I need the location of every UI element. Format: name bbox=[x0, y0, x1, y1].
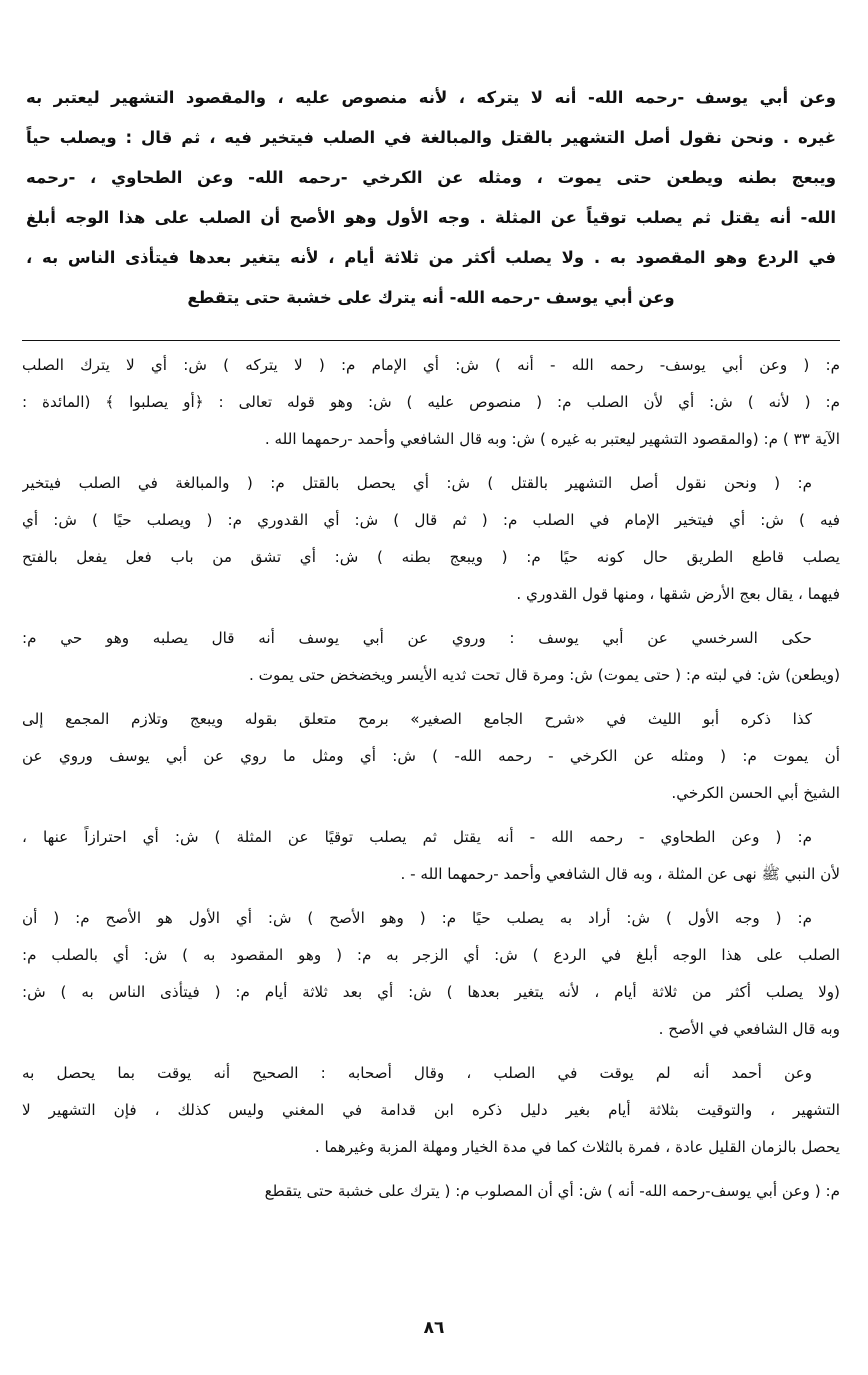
matn-line: وعن أبي يوسف -رحمه الله- أنه لا يتركه ، لأنه منصوص عليه ، والمقصود التشهير ليعتبر به bbox=[26, 88, 836, 107]
commentary-line: أن يموت م: ( ومثله عن الكرخي - رحمه الله- ) ش: أي ومثل ما روي عن أبي يوسف وروي عن bbox=[22, 747, 840, 765]
commentary-line: م: ( لأنه ) ش: أي لأن الصلب م: ( منصوص عليه ) ش: وهو قوله تعالى : ﴿أو يصلبوا ﴾ (المائدة : bbox=[22, 393, 840, 411]
commentary-line: وبه قال الشافعي في الأصح . bbox=[658, 1020, 840, 1038]
commentary-line: وعن أحمد أنه لم يوقت في الصلب ، وقال أصحابه : الصحيح أنه يوقت بما يحصل به bbox=[22, 1064, 812, 1082]
matn-line: الله- أنه يقتل ثم يصلب توقياً عن المثلة . وجه الأول وهو الأصح أن الصلب على هذا الوجه أبلغ bbox=[26, 208, 836, 227]
commentary-paragraph bbox=[22, 1055, 840, 1166]
commentary-line: م: ( وعن أبي يوسف-رحمه الله- أنه ) ش: أي أن المصلوب م: ( يترك على خشبة حتى يتقطع bbox=[264, 1182, 840, 1200]
page-number: ٨٦ bbox=[423, 1318, 445, 1338]
commentary-line: التشهير ، والتوقيت بثلاثة أيام بغير دليل ذكره ابن قدامة في المغني وليس كذلك ، فإن التشهير لا bbox=[22, 1101, 840, 1119]
commentary-line: فيهما ، يقال بعج الأرض شقها ، ومنها قول القدوري . bbox=[516, 585, 840, 603]
commentary-line: حكى السرخسي عن أبي يوسف : وروي عن أبي يوسف أنه قال يصلبه وهو حي م: bbox=[22, 629, 812, 647]
commentary-paragraph bbox=[22, 465, 840, 613]
commentary-line: م: ( وجه الأول ) ش: أراد به يصلب حيًا م: ( وهو الأصح ) ش: أي الأول هو الأصح م: ( أن bbox=[22, 909, 812, 927]
commentary-line: م: ( وعن أبي يوسف- رحمه الله - أنه ) ش: أي الإمام م: ( لا يتركه ) ش: أي لا يترك الصلب bbox=[22, 356, 840, 374]
commentary-paragraph bbox=[22, 900, 840, 1048]
document-page bbox=[22, 78, 840, 1217]
commentary-line: (ويطعن) ش: في لبته م: ( حتى يموت) ش: ومرة قال تحت ثديه الأيسر ويخضخض حتى يموت . bbox=[249, 666, 840, 684]
matn-line: غيره . ونحن نقول أصل التشهير بالقتل والمبالغة في الصلب فيتخير فيه ، ثم قال : ويصلب حياً bbox=[26, 128, 836, 147]
commentary-line: يحصل بالزمان القليل عادة ، فمرة بالثلاث كما في مدة الخيار ومهلة المزبة وغيرهما . bbox=[314, 1138, 840, 1156]
commentary-line: (ولا يصلب أكثر من ثلاثة أيام ، لأنه يتغير بعدها ) ش: أي بعد ثلاثة أيام م: ( فيتأذى الناس به ) ش: bbox=[22, 983, 840, 1001]
commentary-paragraph bbox=[22, 620, 840, 694]
commentary-line: فيه ) ش: أي فيتخير الإمام في الصلب م: ( ثم قال ) ش: أي القدوري م: ( ويصلب حيًا ) ش: أي bbox=[22, 511, 840, 529]
commentary-line: م: ( ونحن نقول أصل التشهير بالقتل ) ش: أي يحصل بالقتل م: ( والمبالغة في الصلب فيتخير bbox=[22, 474, 812, 492]
commentary-line: يصلب قاطع الطريق حال كونه حيًا م: ( ويبعج بطنه ) ش: أي تشق من باب فعل يفعل بالفتح bbox=[22, 548, 840, 566]
commentary-paragraph bbox=[22, 1173, 840, 1210]
commentary-text bbox=[22, 347, 840, 1210]
commentary-line: الشيخ أبي الحسن الكرخي. bbox=[671, 784, 840, 802]
matn-text bbox=[22, 78, 840, 318]
commentary-line: الآية ٣٣ ) م: (والمقصود التشهير ليعتبر به غيره ) ش: وبه قال الشافعي وأحمد -رحمهما الله . bbox=[264, 430, 840, 448]
commentary-line: كذا ذكره أبو الليث في «شرح الجامع الصغير» برمح متعلق بقوله ويبعج وتلازم المجمع إلى bbox=[22, 710, 812, 728]
commentary-paragraph bbox=[22, 819, 840, 893]
commentary-line: م: ( وعن الطحاوي - رحمه الله - أنه يقتل ثم يصلب توقيًا عن المثلة ) ش: أي احترازاً عنها ، bbox=[22, 828, 812, 846]
commentary-paragraph bbox=[22, 701, 840, 812]
section-divider bbox=[22, 340, 840, 341]
matn-line: ويبعج بطنه ويطعن حتى يموت ، ومثله عن الكرخي -رحمه الله- وعن الطحاوي ، -رحمه bbox=[26, 168, 836, 187]
matn-line: في الردع وهو المقصود به . ولا يصلب أكثر من ثلاثة أيام ، لأنه يتغير بعدها فيتأذى الناس به ، bbox=[26, 248, 836, 267]
commentary-paragraph bbox=[22, 347, 840, 458]
commentary-line: الصلب على هذا الوجه أبلغ في الردع ) ش: أي الزجر به م: ( وهو المقصود به ) ش: أي بالصلب م: bbox=[22, 946, 840, 964]
commentary-line: لأن النبي ﷺ نهى عن المثلة ، وبه قال الشافعي وأحمد -رحمهما الله - . bbox=[400, 865, 840, 883]
matn-line: وعن أبي يوسف -رحمه الله- أنه يترك على خشبة حتى يتقطع bbox=[187, 288, 675, 307]
